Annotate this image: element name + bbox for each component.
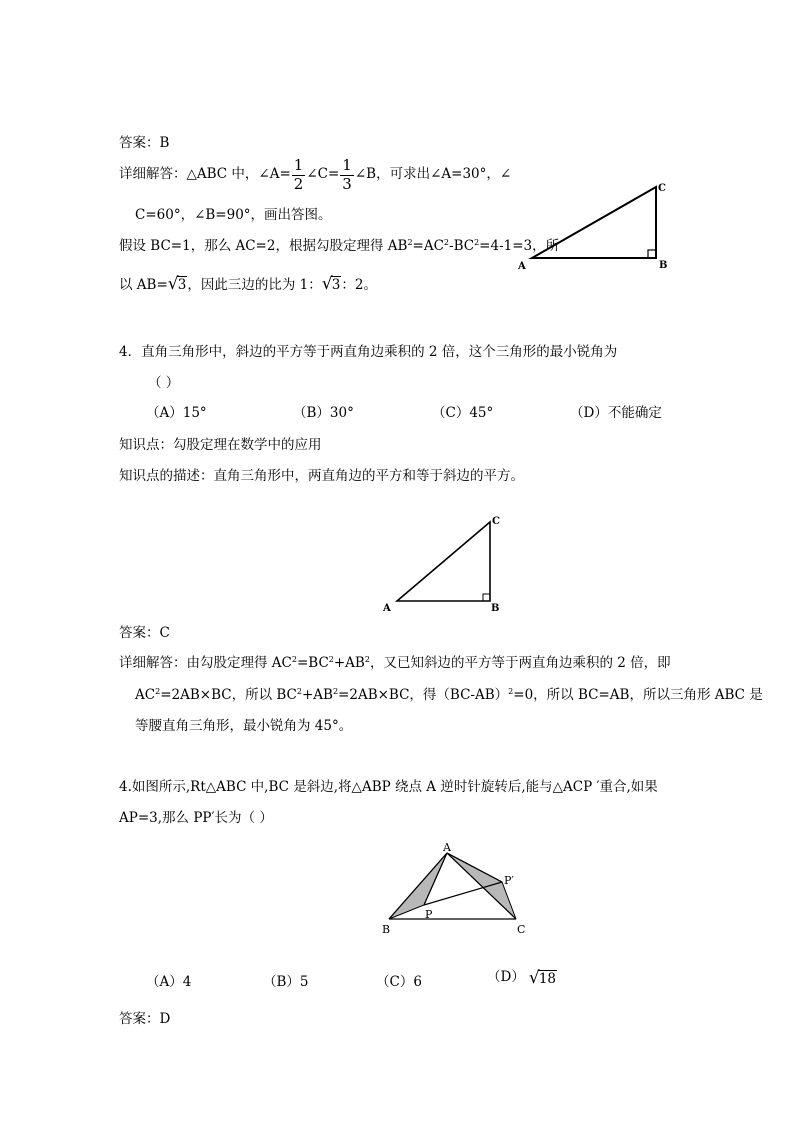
fraction-numerator: 1 [342, 156, 352, 175]
text-segment: 以 AB= [119, 277, 168, 294]
superscript: 2 [155, 687, 161, 696]
text-segment: ：2。 [341, 277, 377, 294]
answer-3: 答案：D [119, 1011, 171, 1027]
segment-ab [389, 853, 447, 919]
option-3-a: （A）4 [146, 974, 192, 990]
vertex-label-c: C [492, 516, 500, 527]
superscript: 2 [443, 238, 450, 247]
detail-2-line-2 [135, 689, 763, 703]
option-2-d: （D）不能确定 [570, 405, 662, 421]
fraction-numerator: 1 [293, 156, 304, 175]
vertex-label-a: A [383, 603, 391, 614]
option-2-b: （B）30° [293, 405, 354, 421]
superscript: 2 [291, 655, 297, 664]
superscript: 2 [296, 687, 302, 696]
fraction-denominator: 2 [293, 174, 304, 193]
detail-1-text-c: ∠B，可求出∠A=30°，∠ [354, 166, 512, 183]
vertex-label-a: A [518, 261, 526, 272]
detail-1-line-2: C=60°，∠B=90°，画出答图。 [135, 207, 332, 223]
answer-1: 答案：B [119, 135, 170, 151]
option-3-d [487, 970, 557, 987]
triangle-figure-1 [510, 176, 675, 276]
option-2-a: （A）15° [146, 405, 207, 421]
superscript: 2 [364, 655, 370, 664]
radical-sign: √ [321, 274, 333, 294]
text-segment: =2AB×BC，所以 BC [160, 687, 297, 703]
vertex-label-c: C [517, 923, 526, 936]
fraction-denominator: 3 [342, 174, 352, 193]
detail-2-line-1 [119, 657, 671, 671]
sqrt-3 [322, 276, 342, 293]
text-segment: 假设 BC=1，那么 AC=2，根据勾股定理得 AB [119, 238, 408, 254]
triangle-figure-2 [380, 512, 505, 614]
text-segment: ，又已知斜边的平方等于两直角边乘积的 2 倍，即 [369, 655, 671, 671]
fraction-one-half [292, 157, 306, 193]
text-segment: =BC [296, 655, 329, 671]
radical-sign: √ [528, 968, 540, 988]
sqrt-18 [529, 970, 557, 987]
option-3-b: （B）5 [263, 974, 309, 990]
answer-2: 答案：C [119, 625, 170, 641]
superscript: 2 [508, 687, 514, 696]
vertex-label-b: B [491, 603, 500, 614]
superscript: 2 [332, 687, 339, 696]
text-segment: =2AB×BC，得（BC-AB） [338, 687, 509, 703]
text-segment: +AB [301, 687, 333, 703]
sqrt-3 [168, 276, 188, 293]
text-segment: =0，所以 BC=AB，所以三角形 ABC 是 [513, 687, 763, 703]
option-label: （D） [487, 969, 525, 986]
vertex-label-c: C [658, 183, 666, 194]
text-segment: AC [135, 687, 156, 703]
radical-sign: √ [167, 274, 179, 294]
rotation-figure [375, 840, 535, 940]
question-2: 4．直角三角形中，斜边的平方等于两直角边乘积的 2 倍，这个三角形的最小锐角为 [119, 344, 618, 360]
detail-1-line-4 [119, 276, 377, 293]
text-segment: -BC [449, 238, 475, 254]
vertex-label-a: A [443, 841, 451, 854]
point-label-p-prime: P′ [504, 874, 514, 887]
option-3-c: （C）6 [376, 974, 422, 990]
vertex-label-b: B [382, 923, 391, 936]
question-3-line-1: 4.如图所示,Rt△ABC 中,BC 是斜边,将△ABP 绕点 A 逆时针旋转后,能与△ACP ′重合,如果 [119, 779, 658, 795]
fraction-one-third [340, 157, 354, 193]
text-segment: +AB [333, 655, 365, 671]
superscript: 2 [407, 238, 413, 247]
radicand: 18 [538, 971, 557, 987]
detail-1-text-a: 详细解答：△ABC 中，∠A= [119, 166, 291, 183]
knowledge-description: 知识点的描述：直角三角形中，两直角边的平方和等于斜边的平方。 [119, 468, 524, 484]
text-segment: ，因此三边的比为 1： [187, 277, 322, 294]
answer-blank-2: （ ） [148, 375, 180, 391]
superscript: 2 [474, 238, 480, 247]
option-2-c: （C）45° [432, 405, 494, 421]
right-angle-mark [483, 594, 490, 601]
text-segment: 详细解答：由勾股定理得 AC [119, 655, 292, 671]
triangle-abc [397, 522, 490, 601]
point-label-p: P [425, 908, 433, 921]
detail-1-text-b: ∠C= [306, 166, 340, 183]
detail-1-line-1 [119, 158, 511, 192]
detail-2-line-3: 等腰直角三角形，最小锐角为 45°。 [135, 718, 353, 734]
detail-1-line-3 [119, 240, 559, 254]
radicand: 3 [331, 277, 341, 293]
text-segment: =AC [412, 238, 444, 254]
text-segment: =4-1=3，所 [479, 238, 560, 254]
radicand: 3 [177, 277, 187, 293]
vertex-label-b: B [659, 260, 668, 271]
triangle-abc [532, 187, 656, 258]
question-3-line-2: AP=3,那么 PP′长为（ ） [119, 810, 273, 826]
superscript: 2 [328, 655, 334, 664]
right-angle-mark [648, 250, 656, 258]
knowledge-point: 知识点：勾股定理在数学中的应用 [119, 437, 322, 453]
